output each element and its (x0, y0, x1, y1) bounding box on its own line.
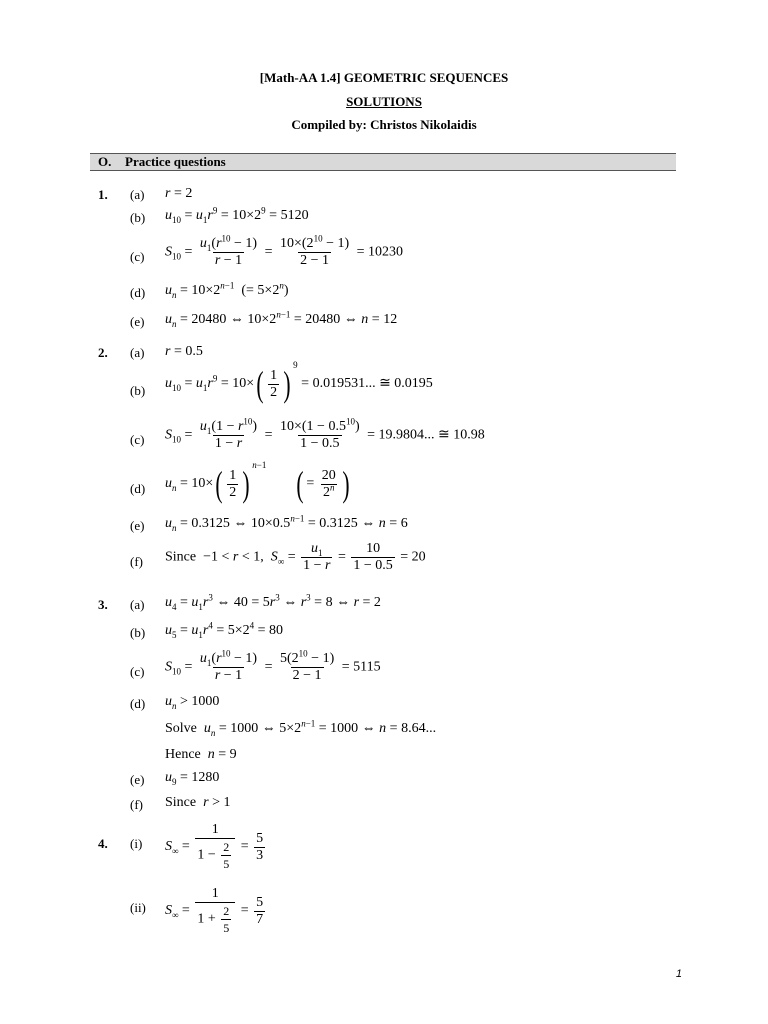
question-3-number: 3. (98, 597, 108, 612)
equation: $u_{10} = u_1r^9 = 10\times 2^9 = 5120$ (165, 205, 309, 225)
hence-text: Hence (165, 747, 201, 762)
equation: r = 0.5 (165, 344, 203, 359)
part-label: (e) (130, 772, 145, 787)
part-label: (f) (130, 797, 143, 812)
part-label: (b) (130, 383, 146, 398)
part-label: (b) (130, 210, 146, 225)
part-label: (a) (130, 597, 145, 612)
equation: $u_n = 0.3125$ ⇔ $10\times 0.5^{n-1} = 0.3125$ ⇔ n = 6 (165, 513, 408, 533)
part-label: (e) (130, 314, 145, 329)
equation: $S_\infty$ = 1 1 + $\frac{2}{5}$ = $\frac{5}{7}$ (165, 886, 264, 935)
question-4-number: 4. (98, 836, 108, 851)
part-label: (c) (130, 249, 145, 264)
question-2-number: 2. (98, 345, 108, 360)
section-number: O. (98, 154, 112, 169)
equation: $u_n = 20480$ ⇔ $10\times 2^{n-1} = 20480$ ⇔ n = 12 (165, 309, 398, 329)
since-text: Since (165, 795, 197, 810)
page-number: 1 (675, 968, 682, 980)
equation: Solve $u_n = 1000$ ⇔ $5\times 2^{n-1} = 1000$ ⇔ n = 8.64... (165, 718, 437, 738)
part-label: (d) (130, 696, 146, 711)
part-label: (c) (130, 664, 145, 679)
equation: $u_n > 1000$ (165, 694, 220, 711)
value: 5120 (280, 208, 309, 223)
part-label: (f) (130, 554, 143, 569)
equation: Hence n = 9 (165, 747, 237, 762)
document-subtitle: SOLUTIONS (346, 94, 422, 109)
value: 12 (383, 312, 398, 327)
part-label: (d) (130, 285, 146, 300)
value: 10230 (368, 244, 404, 260)
value: 20 (411, 549, 426, 565)
question-1-number: 1. (98, 187, 108, 202)
equation: $u_5 = u_1r^4 = 5\times 2^4 = 80$ (165, 620, 284, 640)
value: 5115 (353, 659, 381, 675)
value: 20480 (191, 312, 227, 327)
value: 1000 (191, 694, 220, 709)
equation: $S_{10}$ = $\frac{u_1(r^{10} - 1)}{r - 1}$ = $\frac{10\times(2^{10} - 1)}{2 - 1}$ = 10230 (165, 233, 404, 268)
value: 0.019531... ≅ 0.0195 (312, 376, 433, 392)
value: 1280 (191, 770, 220, 785)
part-label: (a) (130, 187, 145, 202)
equation: $S_\infty$ = 1 1 − $\frac{2}{5}$ = $\frac{5}{3}$ (165, 822, 264, 871)
equation: Since r > 1 (165, 795, 231, 810)
part-label: (ii) (130, 900, 146, 915)
equation: $u_4 = u_1r^3$ ⇔ $40 = 5r^3$ ⇔ $r^3 = 8$ ⇔ r = 2 (165, 592, 381, 612)
value: 0.3125 (191, 516, 230, 531)
equation: $u_{10} = u_1r^9 = 10\times$( $\frac{1}{2}$ ) $^9$ = 0.019531... ≅ 0.0195 (165, 359, 433, 404)
part-label: (b) (130, 625, 146, 640)
document-title: [Math-AA 1.4] GEOMETRIC SEQUENCES (259, 70, 509, 85)
part-label: (i) (130, 836, 143, 851)
section-header (90, 153, 676, 171)
part-label: (d) (130, 481, 146, 496)
value: 0.5 (185, 344, 203, 359)
equation: $S_{10}$ = $\frac{u_1(r^{10} - 1)}{r - 1}$ = $\frac{5(2^{10} - 1)}{2 - 1}$ = 5115 (165, 648, 381, 683)
value: 8.64... (401, 721, 437, 736)
equation: r = 2 (165, 186, 193, 201)
part-label: (e) (130, 518, 145, 533)
document-author: Compiled by: Christos Nikolaidis (291, 117, 477, 132)
value: 19.9804... ≅ 10.98 (378, 427, 485, 443)
part-label: (a) (130, 345, 145, 360)
equation: $u_n = 10\times 2^{n-1}$ (= $5\times 2^n$) (165, 280, 289, 300)
equation: $S_{10}$ = $\frac{u_1(1 - r^{10})}{1 - r}$ = $\frac{10\times(1 - 0.5^{10})}{1 - 0.5}$ = 19.9804... ≅ 10.98 (165, 416, 485, 451)
part-label: (c) (130, 432, 145, 447)
since-text: Since (165, 549, 197, 565)
equation: $u_n = 10\times$( $\frac{1}{2}$ ) $^{n-1}$ ( = $\frac{20}{2^n}$ ) (165, 459, 350, 504)
section-title: Practice questions (125, 154, 226, 169)
equation: Since −1 < r < 1, $S_\infty$ = $\frac{u_1}{1 - r}$ = $\frac{10}{1 - 0.5}$ = 20 (165, 541, 426, 573)
equation: $u_9 = 1280$ (165, 770, 220, 787)
solve-text: Solve (165, 721, 197, 736)
